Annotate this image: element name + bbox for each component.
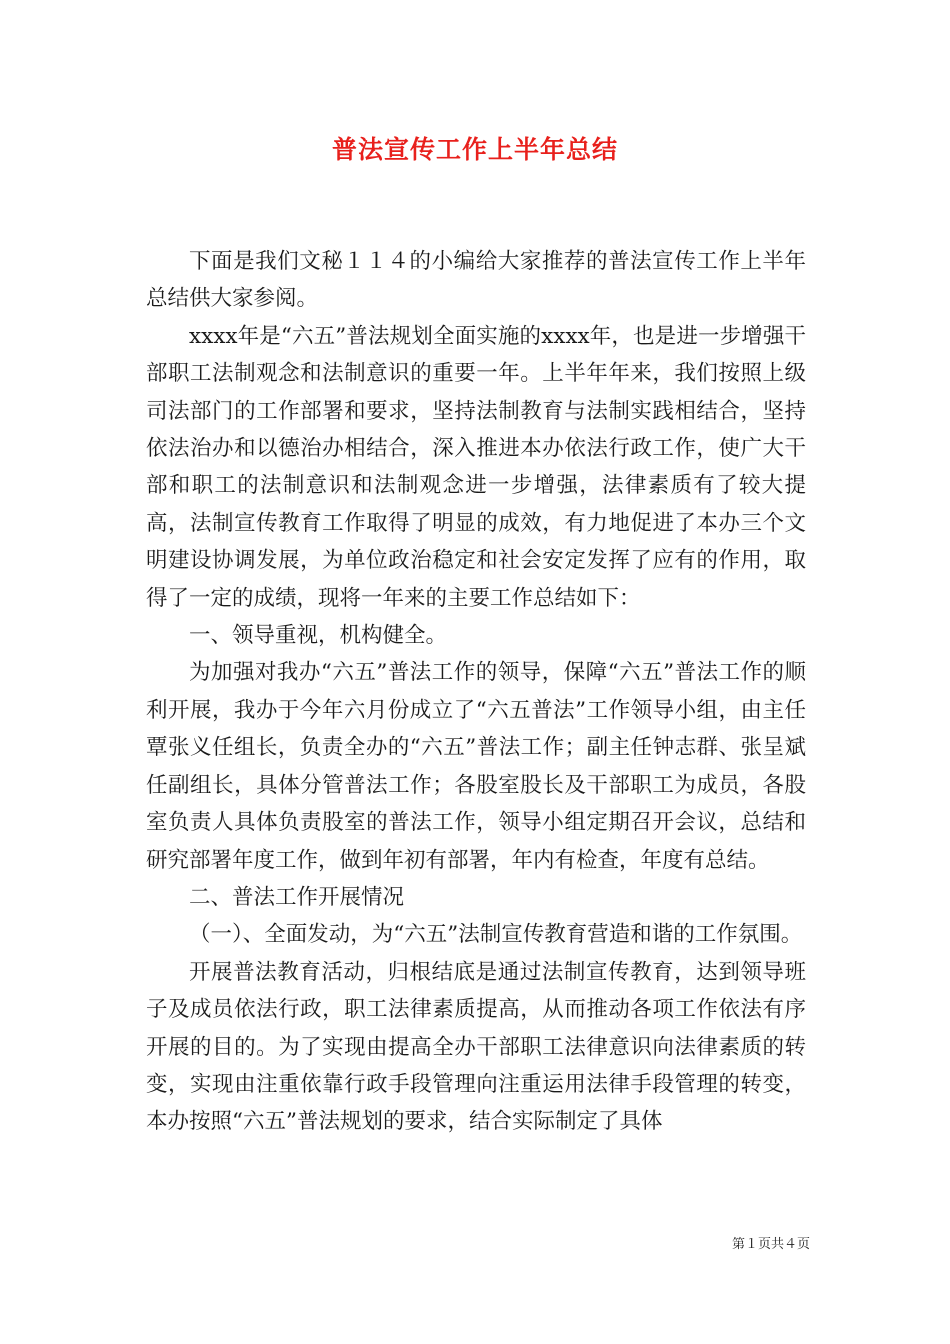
heading-section-1: 一、领导重视，机构健全。 [189,623,448,649]
paragraph-leadership: 为加强对我办“六五”普法工作的领导，保障“六五”普法工作的顺利开展，我办于今年六月份成立了“六五普法”工作领导小组，由主任覃张义任组长，负责全办的“六五”普法工作；副主任钟志群、张呈斌任副组长，具体分管普法工作；各股室股长及干部职工为成员，各股室负责人具体负责股室的普法工作，领导小组定期召开会议，总结和研究部署年度工作，做到年初有部署，年内有检查，年度有总结。 [146,660,806,873]
page-number: 第１页共４页 [731,1237,810,1252]
heading-section-2: 二、普法工作开展情况 [189,884,405,910]
document-body [146,243,806,1141]
paragraph-intro: 下面是我们文秘１１４的小编给大家推荐的普法宣传工作上半年总结供大家参阅。 [146,249,806,312]
heading-subsection-1: （一）、全面发动，为“六五”法制宣传教育营造和谐的工作氛围。 [189,922,803,948]
document-title: 普法宣传工作上半年总结 [331,135,618,164]
paragraph-overview: xxxx年是“六五”普法规划全面实施的xxxx年，也是进一步增强干部职工法制观念和法制意识的重要一年。上半年年来，我们按照上级司法部门的工作部署和要求，坚持法制教育与法制实践相结合，坚持依法治办和以德治办相结合，深入推进本办依法行政工作，使广大干部和职工的法制意识和法制观念进一步增强，法律素质有了较大提高，法制宣传教育工作取得了明显的成效，有力地促进了本办三个文明建设协调发展，为单位政治稳定和社会安定发挥了应有的作用，取得了一定的成绩，现将一年来的主要工作总结如下： [146,323,806,611]
paragraph-education: 开展普法教育活动，归根结底是通过法制宣传教育，达到领导班子及成员依法行政，职工法律素质提高，从而推动各项工作依法有序开展的目的。为了实现由提高全办干部职工法律意识向法律素质的转变，实现由注重依靠行政手段管理向注重运用法律手段管理的转变，本办按照“六五”普法规划的要求，结合实际制定了具体 [146,959,806,1135]
